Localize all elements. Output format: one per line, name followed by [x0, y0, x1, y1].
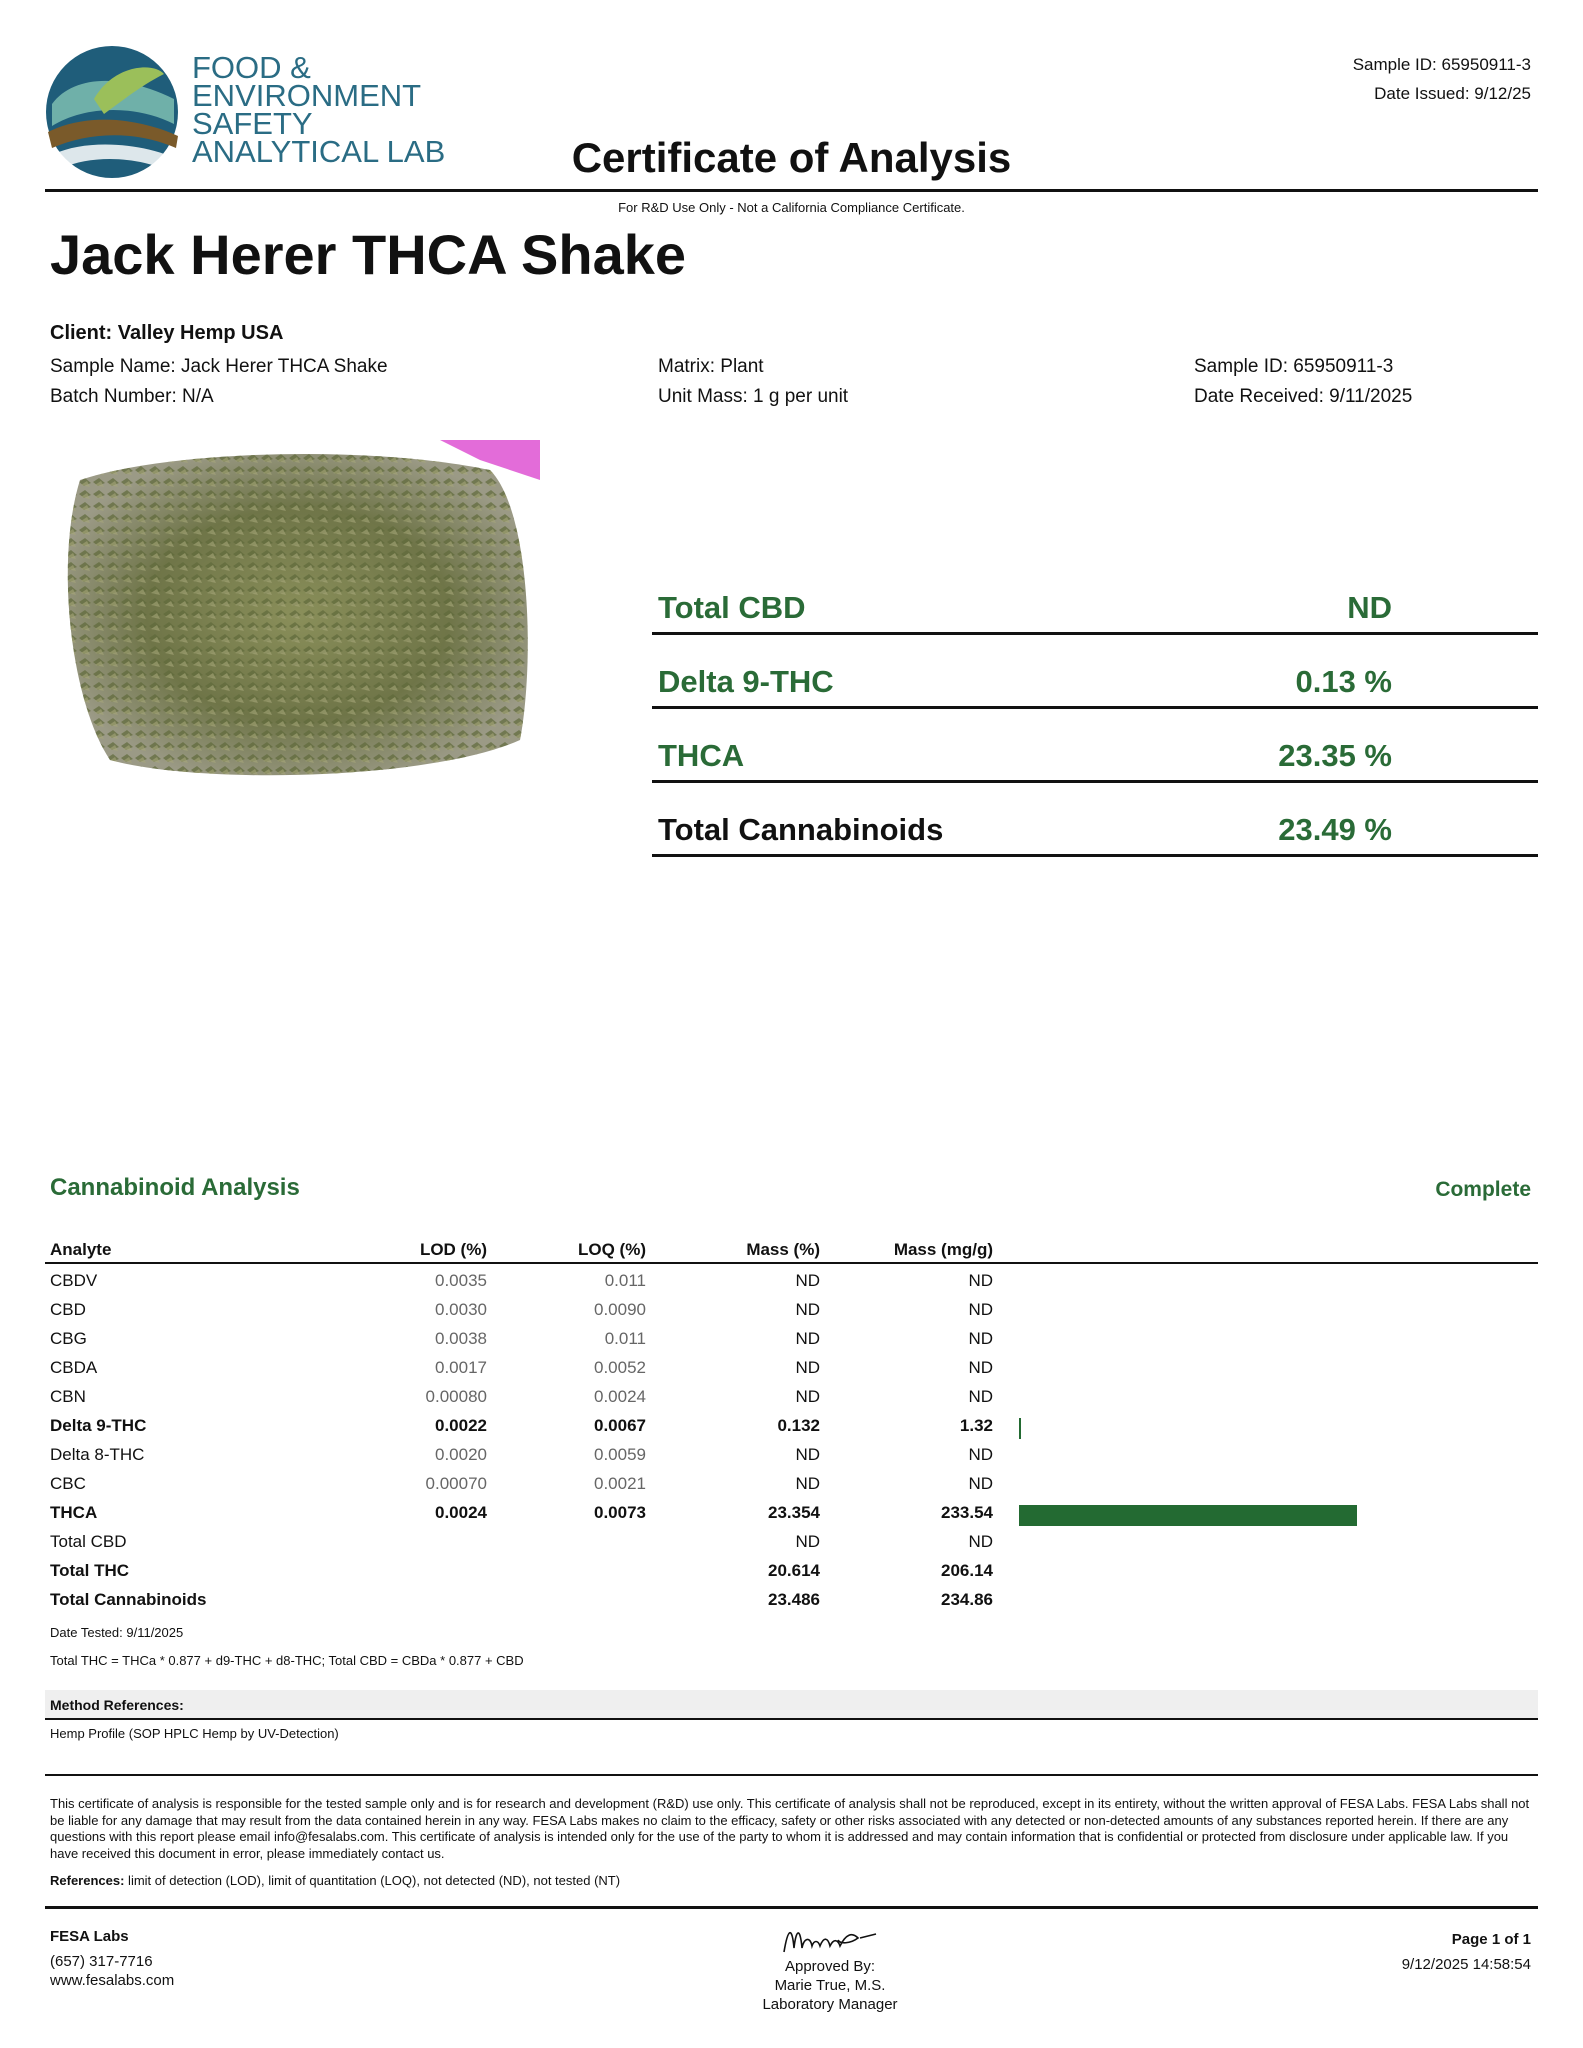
- cell-analyte: CBDV: [50, 1271, 98, 1290]
- cell-lod: 0.0017: [435, 1358, 487, 1377]
- cell-loq: 0.011: [604, 1271, 646, 1290]
- product-photo: [50, 440, 540, 795]
- cell-analyte: THCA: [50, 1503, 98, 1522]
- table-row: [45, 1267, 1538, 1296]
- info-column-3: [1194, 352, 1412, 412]
- summary-label: Total Cannabinoids: [658, 812, 944, 847]
- divider: [45, 189, 1538, 192]
- table-row: [45, 1499, 1538, 1528]
- col-mass: Mass (%): [746, 1240, 820, 1259]
- cell-analyte: CBDA: [50, 1358, 98, 1377]
- cell-loq: 0.0067: [594, 1416, 646, 1435]
- cell-lod: 0.0024: [435, 1503, 487, 1522]
- approved-by-label: Approved By:: [784, 1958, 876, 1975]
- references-label: References:: [50, 1873, 125, 1888]
- table-row: [45, 1470, 1538, 1499]
- footer-website: www.fesalabs.com: [50, 1972, 175, 1989]
- analysis-title: Cannabinoid Analysis: [50, 1174, 300, 1201]
- col-mass-mg: Mass (mg/g): [893, 1240, 993, 1259]
- table-row: [45, 1441, 1538, 1470]
- cell-mass-mg: 234.86: [941, 1590, 993, 1609]
- summary-total-cannabinoids: [652, 782, 1538, 857]
- product-title: Jack Herer THCA Shake: [50, 223, 687, 286]
- cell-mass-mg: 233.54: [941, 1503, 993, 1522]
- mass-bar: [1019, 1418, 1021, 1439]
- cell-mass: 23.486: [768, 1590, 820, 1609]
- report-timestamp: 9/12/2025 14:58:54: [1401, 1956, 1531, 1973]
- cell-analyte: Total Cannabinoids: [50, 1590, 207, 1609]
- summary-value: ND: [1347, 590, 1392, 625]
- cell-mass: ND: [795, 1358, 820, 1377]
- cell-mass: ND: [795, 1300, 820, 1319]
- header-meta: [1353, 50, 1531, 108]
- table-row: [45, 1412, 1538, 1441]
- table-row: [45, 1325, 1538, 1354]
- cell-analyte: CBN: [50, 1387, 86, 1406]
- info-column-2: [658, 352, 848, 412]
- table-header: [45, 1236, 1538, 1264]
- cell-mass-mg: ND: [968, 1271, 993, 1290]
- cell-lod: 0.00070: [425, 1474, 487, 1493]
- summary-label: THCA: [658, 738, 745, 773]
- cell-lod: 0.0020: [435, 1445, 487, 1464]
- divider: [45, 1906, 1538, 1909]
- summary-value: 23.49 %: [1278, 812, 1392, 847]
- cell-lod: 0.0038: [435, 1329, 487, 1348]
- info-column-1: [50, 352, 388, 412]
- sample-id: Sample ID: 65950911-3: [1194, 356, 1394, 377]
- header-date-issued: Date Issued: 9/12/25: [1374, 84, 1531, 103]
- footer-approval: [0, 1957, 1583, 2014]
- rd-disclaimer: For R&D Use Only - Not a California Compliance Certificate.: [618, 200, 965, 215]
- approver-title: Laboratory Manager: [762, 1996, 898, 2013]
- summary-delta9-thc: [652, 634, 1538, 709]
- cell-analyte: CBC: [50, 1474, 86, 1493]
- col-loq: LOQ (%): [578, 1240, 646, 1259]
- approver-signature: [780, 1918, 880, 1960]
- cell-analyte: Delta 8-THC: [50, 1445, 145, 1464]
- cell-analyte: Total THC: [50, 1561, 130, 1580]
- cell-analyte: Total CBD: [50, 1532, 127, 1551]
- summary-thca: [652, 708, 1538, 783]
- table-row: [45, 1354, 1538, 1383]
- summary-value: 23.35 %: [1278, 738, 1392, 773]
- cell-analyte: Delta 9-THC: [50, 1416, 147, 1435]
- table-body: [45, 1267, 1538, 1615]
- method-reference: Hemp Profile (SOP HPLC Hemp by UV-Detection): [50, 1726, 339, 1741]
- table-row: [45, 1528, 1538, 1557]
- cell-loq: 0.0052: [594, 1358, 646, 1377]
- table-row: [45, 1557, 1538, 1586]
- summary-label: Delta 9-THC: [658, 664, 834, 699]
- unit-mass: Unit Mass: 1 g per unit: [658, 386, 849, 407]
- cell-mass-mg: ND: [968, 1474, 993, 1493]
- cell-mass-mg: 206.14: [941, 1561, 993, 1580]
- cell-mass-mg: ND: [968, 1387, 993, 1406]
- cell-mass: ND: [795, 1271, 820, 1290]
- cell-lod: 0.0022: [435, 1416, 487, 1435]
- cell-analyte: CBD: [50, 1300, 86, 1319]
- cell-mass-mg: ND: [968, 1445, 993, 1464]
- batch-number: Batch Number: N/A: [50, 386, 214, 407]
- cell-mass: 0.132: [777, 1416, 820, 1435]
- cell-lod: 0.00080: [425, 1387, 487, 1406]
- date-received: Date Received: 9/11/2025: [1194, 386, 1413, 407]
- total-formula: Total THC = THCa * 0.877 + d9-THC + d8-THC; Total CBD = CBDa * 0.877 + CBD: [50, 1653, 524, 1668]
- matrix: Matrix: Plant: [658, 356, 764, 377]
- col-lod: LOD (%): [419, 1240, 487, 1259]
- cell-mass-mg: ND: [968, 1532, 993, 1551]
- client-name: Client: Valley Hemp USA: [50, 322, 284, 344]
- cell-loq: 0.0073: [594, 1503, 646, 1522]
- summary-value: 0.13 %: [1295, 664, 1392, 699]
- col-analyte: Analyte: [50, 1240, 112, 1259]
- logo-wordmark: FOOD & ENVIRONMENT SAFETY ANALYTICAL LAB: [192, 50, 446, 169]
- cell-mass-mg: ND: [968, 1358, 993, 1377]
- table-row: [45, 1383, 1538, 1412]
- references-text: limit of detection (LOD), limit of quantitation (LOQ), not detected (ND), not tested (NT): [124, 1873, 621, 1888]
- analysis-status: Complete: [1435, 1178, 1531, 1201]
- page-number: Page 1 of 1: [1451, 1931, 1531, 1948]
- header-sample-id: Sample ID: 65950911-3: [1352, 55, 1531, 74]
- footer-page-info: [1402, 1927, 1531, 1977]
- cannabinoid-table: [45, 1236, 1538, 1615]
- mass-bar: [1019, 1505, 1357, 1526]
- cell-mass: ND: [795, 1329, 820, 1348]
- method-references-header: [45, 1690, 1538, 1720]
- cell-mass: ND: [795, 1387, 820, 1406]
- cell-loq: 0.0024: [594, 1387, 646, 1406]
- legal-disclaimer: This certificate of analysis is responsible for the tested sample only and is for research and development (R&D) use only. This certificate of analysis shall not be reproduced, except in its entirety, without the written approval of FESA Labs. FESA Labs shall not be liable for any damage that may result from the data contained herein in any way. FESA Labs makes no claim to the efficacy, safety or other risks associated with any detected or non-detected amounts of any substances reported herein. If there are any questions with this report please email info@fesalabs.com. This certificate of analysis is intended only for the use of the party to whom it is addressed and may contain information that is confidential or protected from disclosure under applicable law. If you have received this document in error, please immediately contact us.: [50, 1796, 1530, 1861]
- footer-phone: (657) 317-7716: [50, 1953, 153, 1970]
- cell-loq: 0.011: [604, 1329, 646, 1348]
- footer-company: FESA Labs: [50, 1928, 129, 1945]
- cell-mass: ND: [795, 1532, 820, 1551]
- cell-mass: 23.354: [768, 1503, 820, 1522]
- cell-loq: 0.0059: [594, 1445, 646, 1464]
- document-title: Certificate of Analysis: [571, 134, 1012, 181]
- summary-total-cbd: [652, 560, 1538, 635]
- cell-mass: 20.614: [768, 1561, 820, 1580]
- summary-label: Total CBD: [658, 590, 806, 625]
- cell-mass-mg: ND: [968, 1329, 993, 1348]
- cell-analyte: CBG: [50, 1329, 87, 1348]
- date-tested: Date Tested: 9/11/2025: [50, 1625, 184, 1640]
- approver-name: Marie True, M.S.: [774, 1977, 886, 1994]
- table-row: [45, 1586, 1538, 1615]
- references: [50, 1873, 620, 1888]
- cell-mass: ND: [795, 1445, 820, 1464]
- table-row: [45, 1296, 1538, 1325]
- method-header-label: Method References:: [50, 1697, 184, 1713]
- cell-loq: 0.0090: [594, 1300, 646, 1319]
- cell-mass-mg: ND: [968, 1300, 993, 1319]
- sample-name: Sample Name: Jack Herer THCA Shake: [50, 356, 388, 377]
- cell-mass: ND: [795, 1474, 820, 1493]
- cell-lod: 0.0030: [435, 1300, 487, 1319]
- cell-lod: 0.0035: [435, 1271, 487, 1290]
- cell-mass-mg: 1.32: [959, 1416, 993, 1435]
- divider: [45, 1774, 1538, 1776]
- cell-loq: 0.0021: [594, 1474, 646, 1493]
